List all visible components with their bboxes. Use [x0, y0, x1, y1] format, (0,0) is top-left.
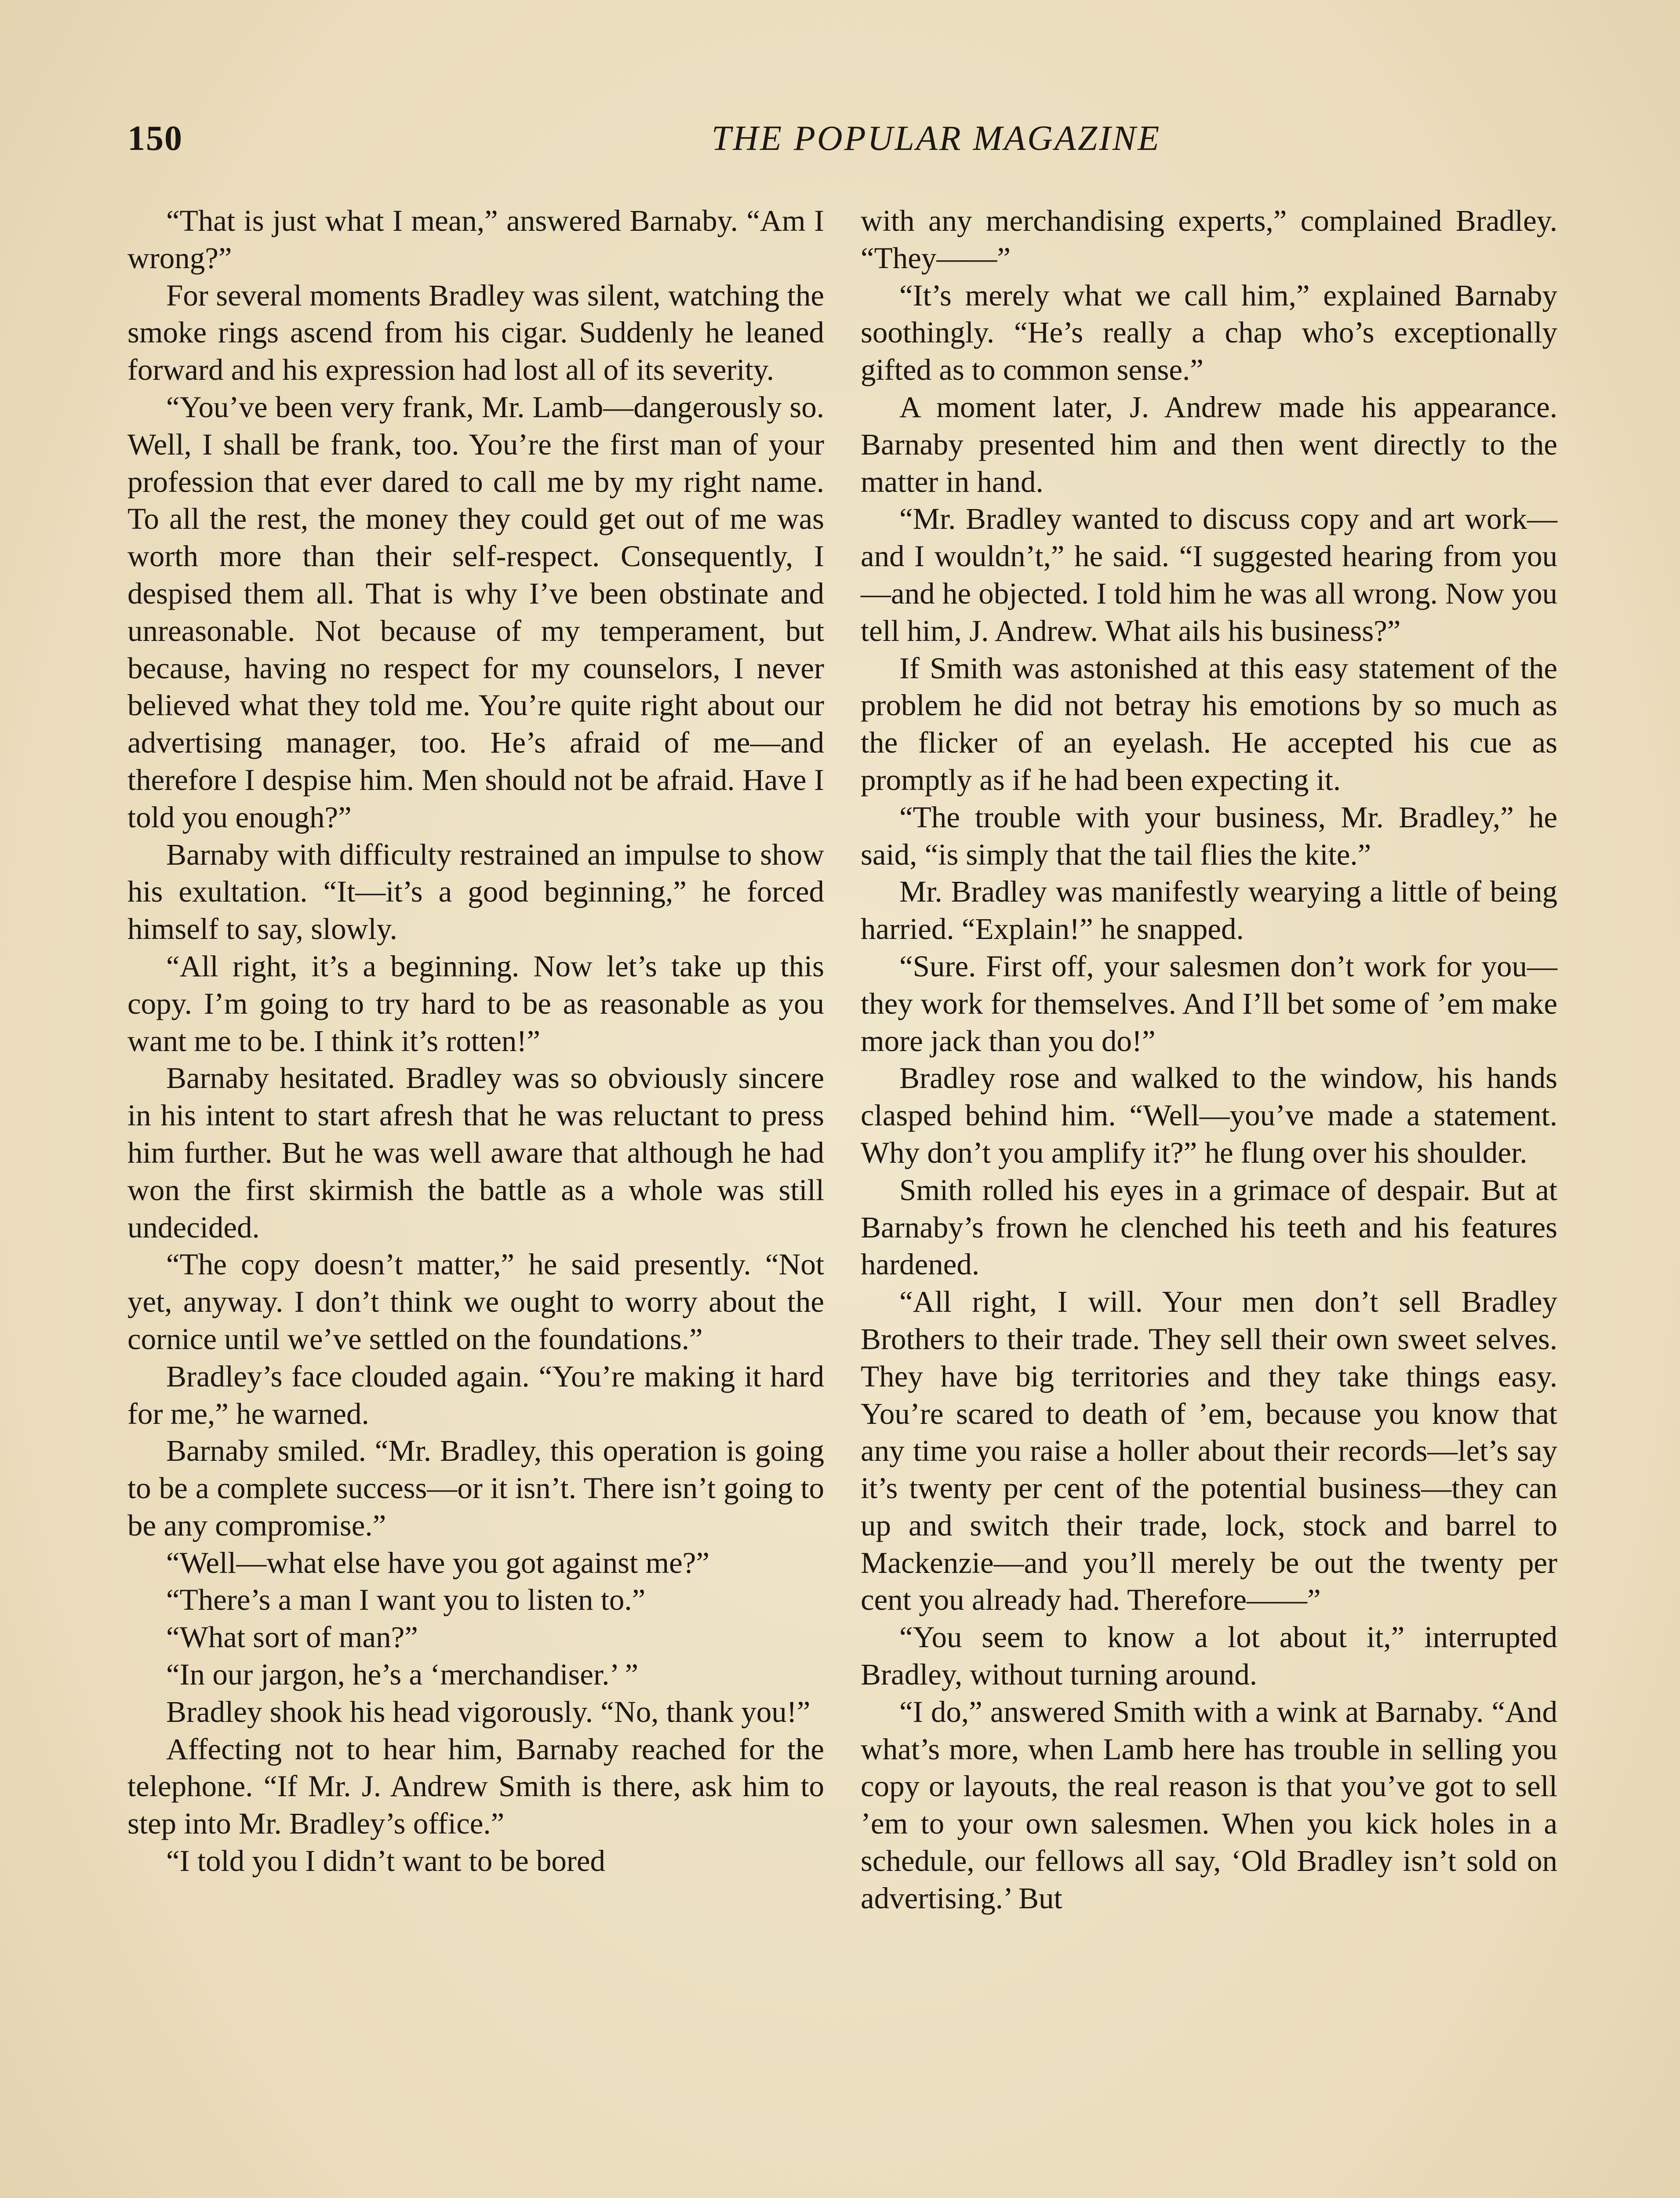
paragraph: Bradley rose and walked to the window, his hands clasped behind him. “Well—you’ve made a statement. Why don’t you amplify it?” he flung over his shoulder. — [861, 1061, 1557, 1169]
paragraph: “Well—what else have you got against me?” — [166, 1546, 710, 1579]
paragraph: “You seem to know a lot about it,” interrupted Bradley, without turning around. — [861, 1620, 1557, 1692]
paragraph-continuation: with any merchandising experts,” complained Bradley. “They——” — [861, 204, 1557, 275]
paragraph: A moment later, J. Andrew made his appearance. Barnaby presented him and then went directly to the matter in hand. — [861, 390, 1557, 499]
paragraph: “All right, it’s a beginning. Now let’s take up this copy. I’m going to try hard to be as reasonable as you want me to be. I think it’s rotten!” — [127, 949, 824, 1058]
paragraph: “The trouble with your business, Mr. Bradley,” he said, “is simply that the tail flies the kite.” — [861, 800, 1557, 871]
paragraph: “What sort of man?” — [166, 1620, 418, 1654]
paragraph: Barnaby with difficulty restrained an impulse to show his exultation. “It—it’s a good beginning,” he forced himself to say, slowly. — [127, 837, 824, 946]
paragraph: Affecting not to hear him, Barnaby reached for the telephone. “If Mr. J. Andrew Smith is there, ask him to step into Mr. Bradley’s office.” — [127, 1732, 824, 1841]
paragraph: “Sure. First off, your salesmen don’t work for you—they work for themselves. And I’ll bet some of ’em make more jack than you do!” — [861, 949, 1557, 1058]
left-column — [127, 202, 824, 1880]
paragraph: Smith rolled his eyes in a grimace of despair. But at Barnaby’s frown he clenched his teeth and his features hardened. — [861, 1173, 1557, 1281]
paragraph: “I told you I didn’t want to be bored — [166, 1844, 606, 1878]
paragraph: “The copy doesn’t matter,” he said presently. “Not yet, anyway. I don’t think we ought to worry about the cornice until we’ve settled on the foundations.” — [127, 1248, 824, 1356]
paragraph: “That is just what I mean,” answered Barnaby. “Am I wrong?” — [127, 204, 824, 275]
right-column — [861, 202, 1557, 1917]
paragraph: Bradley’s face clouded again. “You’re making it hard for me,” he warned. — [127, 1359, 824, 1430]
paragraph: “All right, I will. Your men don’t sell Bradley Brothers to their trade. They sell their own sweet selves. They have big territories and they take things easy. You’re scared to death of ’em, because you know that any time you raise a holler about their records—let’s say it’s twenty per cent of the potential business—they can up and switch their trade, lock, stock and barrel to Mackenzie—and you’ll merely be out the twenty per cent you already had. Therefore——” — [861, 1285, 1557, 1617]
paragraph: “I do,” answered Smith with a wink at Barnaby. “And what’s more, when Lamb here has trouble in selling you copy or layouts, the real reason is that you’ve got to sell ’em to your own salesmen. When you kick holes in a schedule, our fellows all say, ‘Old Bradley isn’t sold on advertising.’ But — [861, 1695, 1557, 1915]
paragraph: “It’s merely what we call him,” explained Barnaby soothingly. “He’s really a chap who’s exceptionally gifted as to common sense.” — [861, 278, 1557, 387]
paragraph: “Mr. Bradley wanted to discuss copy and art work—and I wouldn’t,” he said. “I suggested hearing from you—and he objected. I told him he was all wrong. Now you tell him, J. Andrew. What ails his business?” — [861, 502, 1557, 648]
paragraph: “In our jargon, he’s a ‘merchandiser.’ ” — [166, 1658, 639, 1692]
paragraph: “You’ve been very frank, Mr. Lamb—dangerously so. Well, I shall be frank, too. You’re the first man of your profession that ever dared to call me by my right name. To all the rest, the money they could get out of me was worth more than their self-respect. Consequently, I despised them all. That is why I’ve been obstinate and unreasonable. Not because of my temperament, but because, having no respect for my counselors, I never believed what they told me. You’re quite right about our advertising manager, too. He’s afraid of me—and therefore I despise him. Men should not be afraid. Have I told you enough?” — [127, 390, 824, 834]
paragraph: Barnaby hesitated. Bradley was so obviously sincere in his intent to start afresh that he was reluctant to press him further. But he was well aware that although he had won the first skirmish the battle as a whole was still undecided. — [127, 1061, 824, 1244]
paragraph: Bradley shook his head vigorously. “No, thank you!” — [166, 1695, 811, 1729]
page-number: 150 — [127, 119, 183, 158]
paragraph: “There’s a man I want you to listen to.” — [166, 1583, 646, 1617]
paragraph: For several moments Bradley was silent, watching the smoke rings ascend from his cigar. Suddenly he leaned forward and his expression had lost all of its severity. — [127, 278, 824, 387]
paragraph: If Smith was astonished at this easy statement of the problem he did not betray his emotions by so much as the flicker of an eyelash. He accepted his cue as promptly as if he had been expecting it. — [861, 651, 1557, 797]
paragraph: Mr. Bradley was manifestly wearying a little of being harried. “Explain!” he snapped. — [861, 875, 1557, 946]
page-header — [127, 119, 1556, 176]
running-title: THE POPULAR MAGAZINE — [711, 119, 1161, 158]
paragraph: Barnaby smiled. “Mr. Bradley, this operation is going to be a complete success—or it isn’t. There isn’t going to be any compromise.” — [127, 1434, 824, 1542]
